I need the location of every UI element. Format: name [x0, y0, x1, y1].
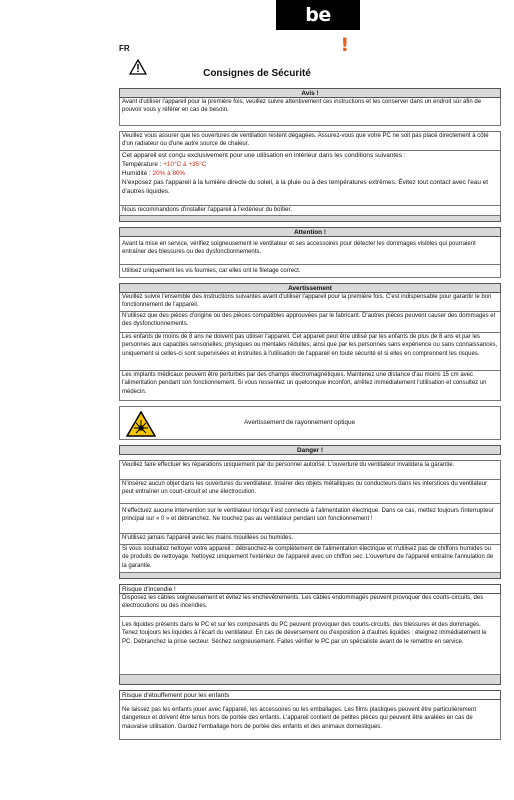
- section-heading-avertissement: Avertissement: [119, 283, 501, 293]
- paragraph: N'utilisez que des pièces d'origine ou des pièces compatibles approuvées par le fabricant. D'autres pièces peuvent causer des dommages et des dysfonctionnements.: [119, 312, 501, 333]
- paragraph: Nous recommandons d'installer l'appareil à l'extérieur du boîtier.: [119, 206, 501, 216]
- optical-warning-row: [119, 406, 501, 440]
- optical-warning-label: Avertissement de rayonnement optique: [244, 419, 356, 426]
- paragraph: Avant la mise en service, vérifiez soigneusement le ventilateur et ses accessoires pour détecter les dommages visibles qui pourraient entraîner des blessures ou des dysfonctionnements.: [119, 237, 501, 265]
- paragraph: Disposez les câbles soigneusement et évitez les enchevêtrements. Les câbles endommagés peuvent provoquer des courts-circuits, des électrocutions ou des incendies.: [119, 594, 501, 617]
- paragraph: N'insérez aucun objet dans les ouvertures du ventilateur. Insérer des objets métalliques ou conducteurs dans les interstices du ventilateur peut entraîner un court-circuit et une électrocution.: [119, 480, 501, 504]
- section-heading-fire: Risque d'incendie !: [119, 584, 501, 594]
- paragraph: Veuillez suivre l'ensemble des instructions suivantes avant d'utiliser l'appareil pour la première fois. C'est indispensable pour garantir le bon fonctionnement de l'appareil.: [119, 293, 501, 312]
- page-title: Consignes de Sécurité: [203, 68, 311, 79]
- paragraph: Utilisez uniquement les vis fournies, car elles ont le filetage correct.: [119, 265, 501, 278]
- paragraph: Les enfants de moins de 8 ans ne doivent pas utiliser l'appareil. Cet appareil peut être utilisé par les enfants de plus de 8 ans et par les personnes aux capacités sensorielles, physiques ou mentales réduites, ainsi que par les personnes sans expérience ou sans connaissances, uniquement si celles-ci sont supervisées et instruites à l'utilisation de l'appareil en toute sécurité et si elles en comprennent les risques.: [119, 333, 501, 371]
- temperature-line: Température : +10°C à +35°C: [122, 161, 207, 168]
- paragraph: Les implants médicaux peuvent être perturbés par des champs électromagnétiques. Maintenez une distance d'au moins 15 cm avec l'alimentation pendant son fonctionnement. Si vous ressentez un quelconque inconfort, arrêtez immédiatement l'utilisation et consultez un médecin.: [119, 371, 501, 401]
- usage-conditions: [119, 151, 501, 206]
- laser-warning-icon: [126, 411, 156, 437]
- humidity-line: Humidité : 20% à 80%: [122, 170, 186, 177]
- paragraph: Veuillez vous assurer que les ouvertures de ventilation restent dégagées. Assurez-vous que votre PC ne soit pas placé directement à côté d'un radiateur ou d'une autre source de chaleur.: [119, 131, 501, 151]
- paragraph: N'utilisez jamais l'appareil avec les mains mouillées ou humides.: [119, 534, 501, 545]
- paragraph: N'exposez pas l'appareil à la lumière directe du soleil, à la pluie ou à des températures extrêmes. Évitez tout contact avec l'eau et d'autres liquides.: [122, 179, 488, 195]
- safety-table: [119, 88, 501, 740]
- paragraph: Les liquides présents dans le PC et sur les composants du PC peuvent provoquer des courts-circuits, des blessures et des dommages. Tenez toujours les liquides à l'écart du ventilateur. En cas de déversement ou d'exposition à d'autres liquides : éteignez immédiatement le PC. Débranchez la prise secteur. Séchez soigneusement. Faites vérifier le PC par un spécialiste avant de le remettre en service.: [119, 617, 501, 675]
- section-heading-danger: Danger !: [119, 445, 501, 455]
- paragraph: Avant d'utiliser l'appareil pour la première fois, veuillez suivre attentivement ces instructions et les conserver dans un endroit sûr afin de pouvoir vous y référer en cas de besoin.: [119, 98, 501, 126]
- section-heading-suffocation: Risque d'étouffement pour les enfants: [119, 690, 501, 700]
- paragraph: Veuillez faire effectuer les réparations uniquement par du personnel autorisé. L'ouverture du ventilateur invalidera la garantie.: [119, 460, 501, 480]
- section-heading-attention: Attention !: [119, 227, 501, 237]
- paragraph: Si vous souhaitez nettoyer votre appareil : débranchez-le complètement de l'alimentation électrique et n'utilisez pas de chiffons humides ou de produits de nettoyage. Nettoyez uniquement l'extérieur de l'appareil avec un chiffon sec. L'ouverture de l'appareil entraîne l'annulation de la garantie.: [119, 545, 501, 573]
- paragraph: N'effectuez aucune intervention sur le ventilateur lorsqu'il est connecté à l'alimentation électrique. Dans ce cas, mettez toujours l'interrupteur principal sur « 0 » et débranchez. Ne touchez pas au ventilateur pendant son fonctionnement !: [119, 504, 501, 534]
- language-code: FR: [119, 44, 130, 53]
- brand-logo: be quiet!: [276, 0, 360, 30]
- paragraph: Cet appareil est conçu exclusivement pour une utilisation en intérieur dans les conditions suivantes :: [122, 152, 406, 159]
- section-heading-avis: Avis !: [119, 88, 501, 98]
- paragraph: Ne laissez pas les enfants jouer avec l'appareil, les accessoires ou les emballages. Les films plastiques peuvent être particulièrement dangereux et doivent être tenus hors de portée des enfants. L'appareil contient de petites pièces qui peuvent être avalées en cas de mauvaise utilisation. Gardez l'emballage hors de portée des enfants et des animaux domestiques.: [119, 700, 501, 740]
